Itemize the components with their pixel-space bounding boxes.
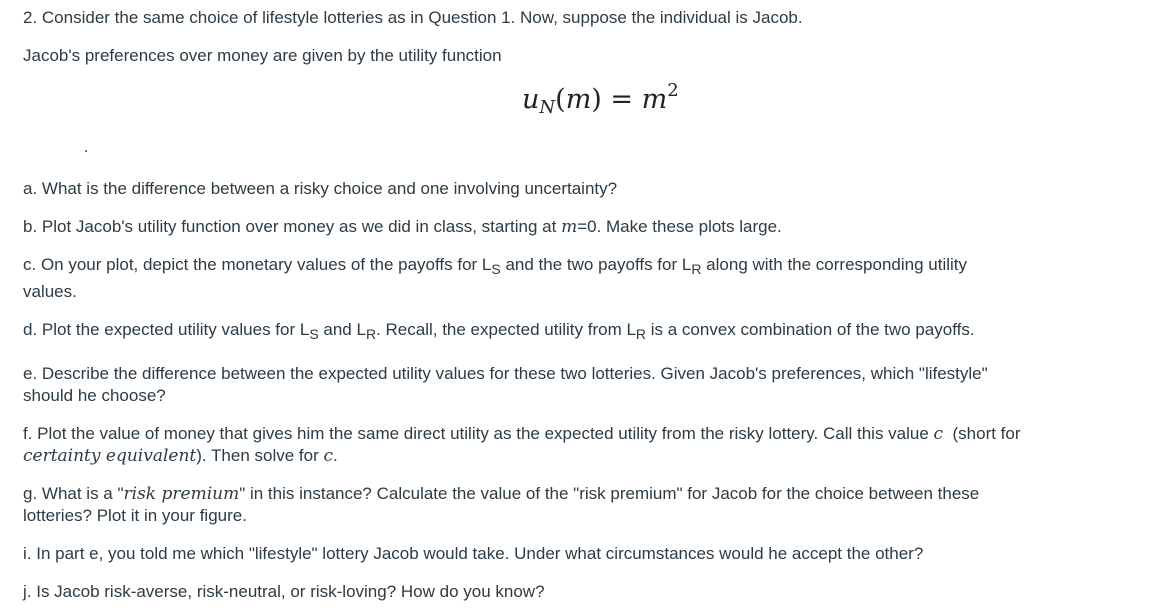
question-c-line2: values. [23,282,77,301]
question-d: d. Plot the expected utility values for $L_S$ and $L_R$. Recall, the expected utility from $L_R$ is a convex combination of the two payoffs. [23,320,975,342]
eq-rhs-m: m [641,84,668,115]
question-j: j. Is Jacob risk-averse, risk-neutral, or risk-loving? How do you know? [23,582,545,601]
stray-dot [85,150,87,152]
eq-open-paren: ( [555,84,566,115]
question-a: a. What is the difference between a risky choice and one involving uncertainty? [23,179,618,198]
utility-intro: Jacob's preferences over money are given by the utility function [23,46,502,65]
eq-equals: = [601,84,642,115]
question-e: e. Describe the difference between the expected utility values for these two lotteries. Given Jacob's preferences, which "lifestyle" [23,364,988,383]
question-c: c. On your plot, depict the monetary values of the payoffs for $L_S$ and the two payoffs for $L_R$ along with the corresponding utility [23,255,967,277]
question-g-line2: lotteries? Plot it in your figure. [23,506,247,525]
question-intro: 2. Consider the same choice of lifestyle lotteries as in Question 1. Now, suppose the individual is Jacob. [23,8,803,27]
question-f-line2: certainty equivalent). Then solve for c. [23,446,338,466]
question-f: f. Plot the value of money that gives him the same direct utility as the expected utility from the risky lottery. Call this value c (short for [23,424,1021,444]
question-g: g. What is a "risk premium" in this instance? Calculate the value of the "risk premium" for Jacob for the choice between these [23,484,980,504]
eq-sub-n: N [539,97,556,118]
eq-exponent: 2 [667,80,679,101]
eq-var-m: m [565,84,592,115]
eq-close-paren: ) [591,84,602,115]
question-e-line2: should he choose? [23,386,166,405]
question-b: b. Plot Jacob's utility function over money as we did in class, starting at m=0. Make these plots large. [23,217,782,237]
eq-u: u [522,84,540,115]
utility-equation [522,80,679,118]
question-i: i. In part e, you told me which "lifestyle" lottery Jacob would take. Under what circumstances would he accept the other? [23,544,924,563]
